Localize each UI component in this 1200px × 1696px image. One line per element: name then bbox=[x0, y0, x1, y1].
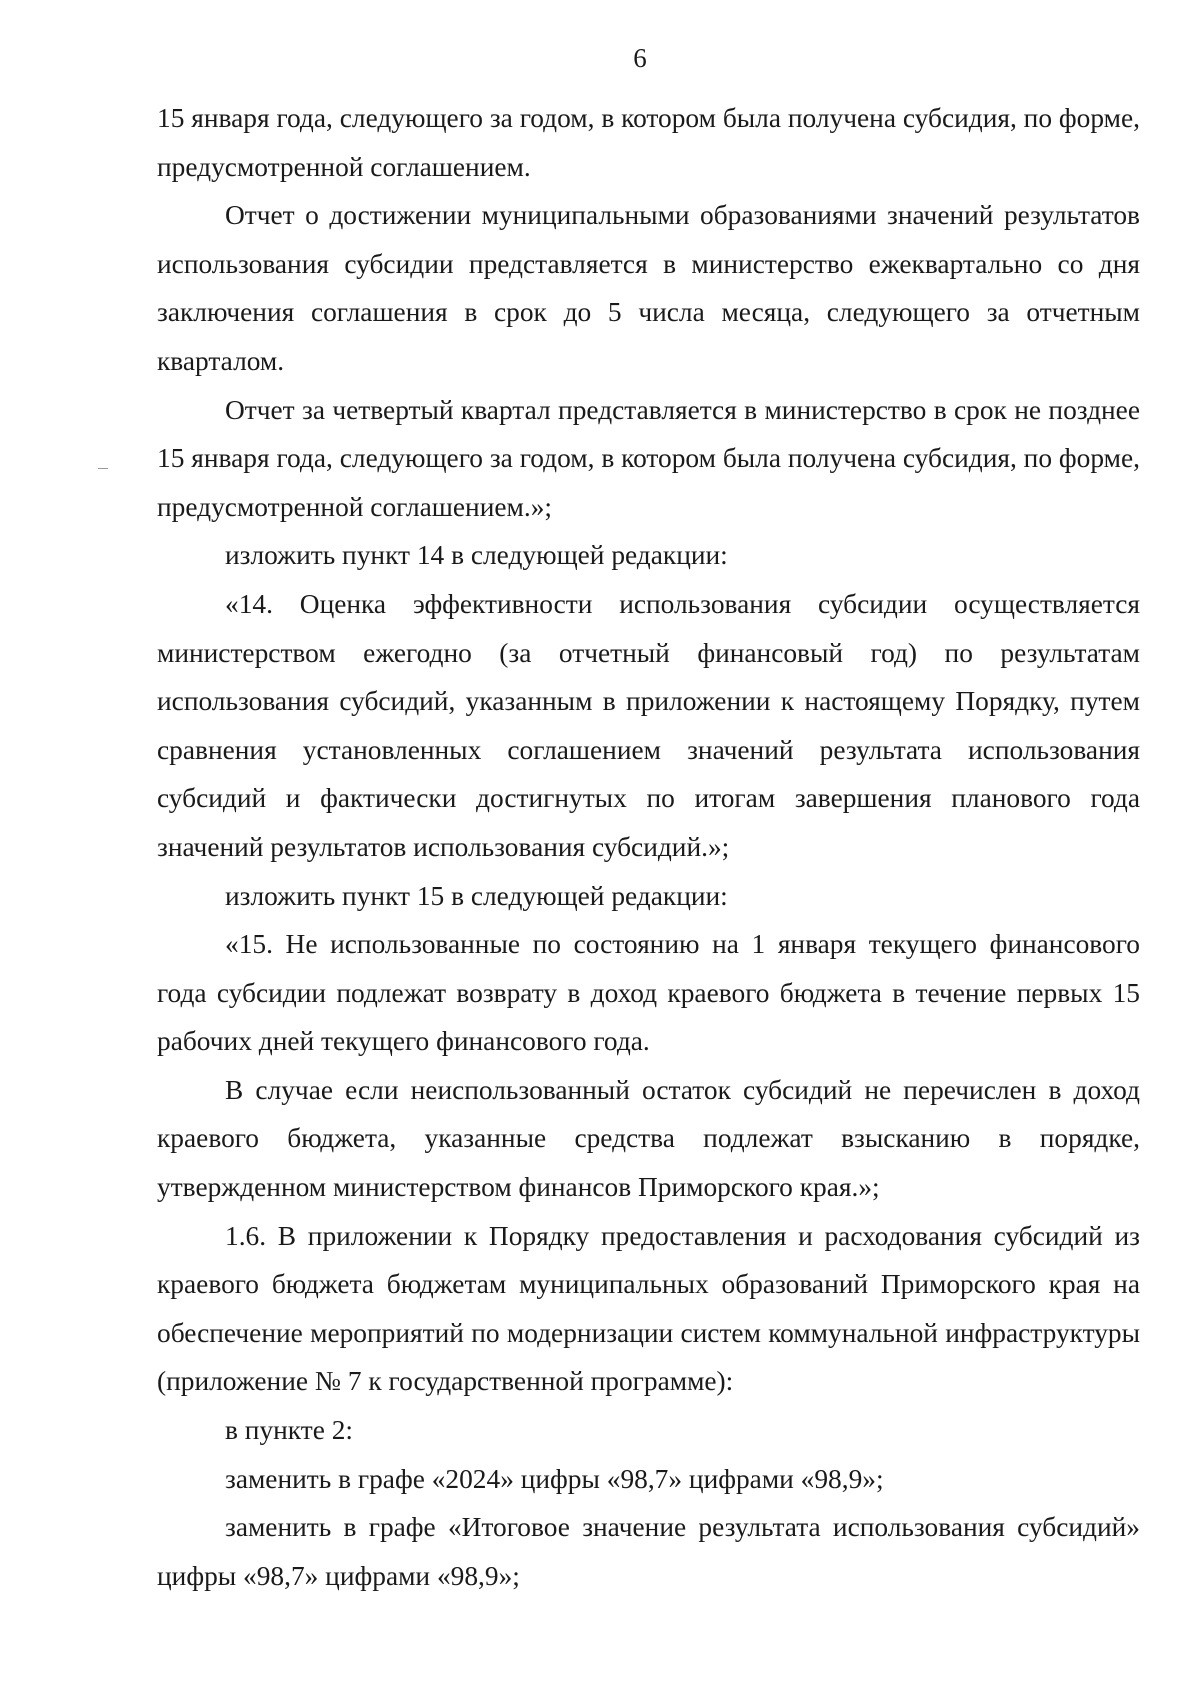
paragraph-continuation: 15 января года, следующего за годом, в котором была получена субсидия, по форме, предусмотренной соглашением. bbox=[157, 103, 1140, 182]
paragraph-unused-balance: В случае если неиспользованный остаток субсидий не перечислен в доход краевого бюджета, указанные средства подлежат взысканию в порядке, утвержденном министерством финансов Приморского края.»; bbox=[157, 1074, 1140, 1203]
paragraph-item-15: «15. Не использованные по состоянию на 1 января текущего финансового года субсидии подлежат возврату в доход краевого бюджета в течение первых 15 рабочих дней текущего финансового года. bbox=[157, 929, 1140, 1057]
margin-mark bbox=[98, 468, 108, 469]
paragraph-in-item-2: в пункте 2: bbox=[225, 1415, 354, 1446]
document-body bbox=[157, 94, 1140, 1600]
paragraph-replace-2024: заменить в графе «2024» цифры «98,7» цифрами «98,9»; bbox=[225, 1463, 884, 1494]
page-number: 6 bbox=[633, 43, 647, 73]
paragraph-section-1-6: 1.6. В приложении к Порядку предоставления и расходования субсидий из краевого бюджета бюджетам муниципальных образований Приморского края на обеспечение мероприятий по модернизации систем коммунальной инфраструктуры (приложение № 7 к государственной программе): bbox=[157, 1220, 1140, 1397]
paragraph-quarterly-report: Отчет о достижении муниципальными образованиями значений результатов использования субсидии представляется в министерство ежеквартально со дня заключения соглашения в срок до 5 числа месяца, следующего за отчетным кварталом. bbox=[157, 200, 1140, 376]
paragraph-replace-final-value: заменить в графе «Итоговое значение результата использования субсидий» цифры «98,7» цифрами «98,9»; bbox=[157, 1512, 1140, 1591]
paragraph-fourth-quarter-report: Отчет за четвертый квартал представляется в министерство в срок не позднее 15 января года, следующего за годом, в котором была получена субсидия, по форме, предусмотренной соглашением.»; bbox=[157, 394, 1140, 522]
paragraph-item-14: «14. Оценка эффективности использования субсидии осуществляется министерством ежегодно (за отчетный финансовый год) по результатам использования субсидий, указанным в приложении к настоящему Порядку, путем сравнения установленных соглашением значений результата использования субсидий и фактически достигнутых по итогам завершения планового года значений результатов использования субсидий.»; bbox=[157, 588, 1140, 862]
paragraph-amend-item-15: изложить пункт 15 в следующей редакции: bbox=[225, 880, 728, 911]
paragraph-amend-item-14: изложить пункт 14 в следующей редакции: bbox=[225, 540, 728, 571]
